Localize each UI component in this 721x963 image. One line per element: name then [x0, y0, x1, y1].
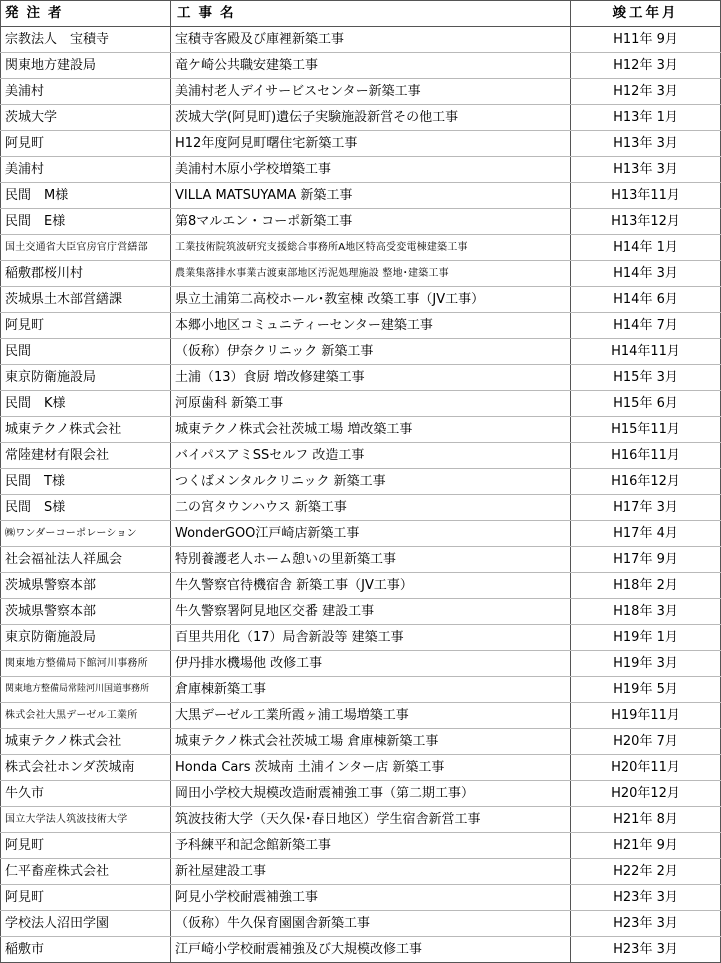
table-row — [1, 313, 721, 339]
cell-completion-date: H15年11月 — [571, 417, 721, 443]
cell-client: 城東テクノ株式会社 — [1, 417, 171, 443]
cell-completion-date: H18年 3月 — [571, 599, 721, 625]
cell-client: 茨城大学 — [1, 105, 171, 131]
cell-completion-date: H23年 3月 — [571, 911, 721, 937]
cell-work-name: 美浦村木原小学校増築工事 — [171, 157, 571, 183]
cell-completion-date: H16年12月 — [571, 469, 721, 495]
cell-work-name: 美浦村老人デイサービスセンター新築工事 — [171, 79, 571, 105]
cell-work-name: つくばメンタルクリニック 新築工事 — [171, 469, 571, 495]
cell-completion-date: H19年 3月 — [571, 651, 721, 677]
cell-work-name: 倉庫棟新築工事 — [171, 677, 571, 703]
cell-completion-date: H17年 4月 — [571, 521, 721, 547]
cell-work-name: 牛久警察官待機宿舎 新築工事（JV工事） — [171, 573, 571, 599]
cell-client: 民間 S様 — [1, 495, 171, 521]
cell-work-name: （仮称）伊奈クリニック 新築工事 — [171, 339, 571, 365]
cell-work-name: 百里共用化（17）局舎新設等 建築工事 — [171, 625, 571, 651]
cell-work-name: 城東テクノ株式会社茨城工場 増改築工事 — [171, 417, 571, 443]
cell-completion-date: H13年 1月 — [571, 105, 721, 131]
cell-work-name: WonderGOO江戸崎店新築工事 — [171, 521, 571, 547]
table-body — [1, 27, 721, 963]
table-row — [1, 937, 721, 963]
cell-completion-date: H19年11月 — [571, 703, 721, 729]
cell-completion-date: H13年11月 — [571, 183, 721, 209]
cell-completion-date: H13年 3月 — [571, 131, 721, 157]
cell-client: 株式会社ホンダ茨城南 — [1, 755, 171, 781]
cell-client: 東京防衛施設局 — [1, 625, 171, 651]
table-row — [1, 79, 721, 105]
cell-completion-date: H13年12月 — [571, 209, 721, 235]
table-row — [1, 209, 721, 235]
cell-work-name: 牛久警察署阿見地区交番 建設工事 — [171, 599, 571, 625]
cell-client: 国土交通省大臣官房官庁営繕部 — [1, 235, 171, 261]
cell-work-name: 新社屋建設工事 — [171, 859, 571, 885]
table-row — [1, 729, 721, 755]
cell-client: 城東テクノ株式会社 — [1, 729, 171, 755]
cell-work-name: 茨城大学(阿見町)遺伝子実験施設新営その他工事 — [171, 105, 571, 131]
table-row — [1, 287, 721, 313]
table-row — [1, 703, 721, 729]
cell-completion-date: H17年 9月 — [571, 547, 721, 573]
cell-client: 民間 — [1, 339, 171, 365]
table-row — [1, 469, 721, 495]
cell-completion-date: H17年 3月 — [571, 495, 721, 521]
cell-client: 国立大学法人筑波技術大学 — [1, 807, 171, 833]
table-row — [1, 27, 721, 53]
cell-completion-date: H13年 3月 — [571, 157, 721, 183]
cell-client: 東京防衛施設局 — [1, 365, 171, 391]
table-row — [1, 885, 721, 911]
cell-work-name: 農業集落排水事業古渡東部地区汚泥処理施設 整地･建築工事 — [171, 261, 571, 287]
table-row — [1, 157, 721, 183]
table-row — [1, 781, 721, 807]
cell-completion-date: H14年 6月 — [571, 287, 721, 313]
cell-work-name: 工業技術院筑波研究支援総合事務所A地区特高受変電棟建築工事 — [171, 235, 571, 261]
table-row — [1, 859, 721, 885]
cell-completion-date: H20年11月 — [571, 755, 721, 781]
table-row — [1, 911, 721, 937]
cell-work-name: 筑波技術大学（天久保･春日地区）学生宿舎新営工事 — [171, 807, 571, 833]
cell-client: 学校法人沼田学園 — [1, 911, 171, 937]
cell-client: 美浦村 — [1, 157, 171, 183]
cell-client: 阿見町 — [1, 885, 171, 911]
cell-completion-date: H19年 1月 — [571, 625, 721, 651]
cell-client: ㈱ワンダーコーポレーション — [1, 521, 171, 547]
table-row — [1, 573, 721, 599]
cell-work-name: 予科練平和記念館新築工事 — [171, 833, 571, 859]
cell-work-name: 阿見小学校耐震補強工事 — [171, 885, 571, 911]
cell-client: 阿見町 — [1, 313, 171, 339]
cell-completion-date: H14年11月 — [571, 339, 721, 365]
cell-completion-date: H15年 6月 — [571, 391, 721, 417]
table-row — [1, 391, 721, 417]
table-row — [1, 365, 721, 391]
cell-work-name: バイパスアミSSセルフ 改造工事 — [171, 443, 571, 469]
cell-completion-date: H14年 1月 — [571, 235, 721, 261]
cell-work-name: 第8マルエン・コーポ新築工事 — [171, 209, 571, 235]
table-row — [1, 235, 721, 261]
cell-completion-date: H14年 3月 — [571, 261, 721, 287]
table-row — [1, 833, 721, 859]
cell-work-name: 伊丹排水機場他 改修工事 — [171, 651, 571, 677]
table-row — [1, 495, 721, 521]
cell-client: 茨城県警察本部 — [1, 573, 171, 599]
cell-completion-date: H23年 3月 — [571, 885, 721, 911]
cell-client: 民間 M様 — [1, 183, 171, 209]
cell-work-name: VILLA MATSUYAMA 新築工事 — [171, 183, 571, 209]
column-header-client: 発注者 — [1, 1, 171, 27]
cell-client: 常陸建材有限会社 — [1, 443, 171, 469]
cell-client: 稲敷市 — [1, 937, 171, 963]
table-row — [1, 521, 721, 547]
cell-work-name: 特別養護老人ホーム憩いの里新築工事 — [171, 547, 571, 573]
cell-completion-date: H16年11月 — [571, 443, 721, 469]
cell-work-name: 土浦（13）食厨 増改修建築工事 — [171, 365, 571, 391]
table-row — [1, 339, 721, 365]
cell-work-name: （仮称）牛久保育園園舎新築工事 — [171, 911, 571, 937]
table-row — [1, 755, 721, 781]
cell-work-name: 城東テクノ株式会社茨城工場 倉庫棟新築工事 — [171, 729, 571, 755]
cell-client: 関東地方整備局下館河川事務所 — [1, 651, 171, 677]
cell-client: 関東地方建設局 — [1, 53, 171, 79]
cell-completion-date: H14年 7月 — [571, 313, 721, 339]
cell-client: 宗教法人 宝積寺 — [1, 27, 171, 53]
table-row — [1, 625, 721, 651]
cell-client: 民間 K様 — [1, 391, 171, 417]
cell-client: 民間 T様 — [1, 469, 171, 495]
cell-client: 仁平畜産株式会社 — [1, 859, 171, 885]
cell-work-name: 竜ケ崎公共職安建築工事 — [171, 53, 571, 79]
column-header-work-name: 工事名 — [171, 1, 571, 27]
cell-client: 民間 E様 — [1, 209, 171, 235]
cell-work-name: H12年度阿見町曙住宅新築工事 — [171, 131, 571, 157]
table-row — [1, 547, 721, 573]
cell-work-name: 本郷小地区コミュニティーセンター建築工事 — [171, 313, 571, 339]
cell-work-name: 江戸崎小学校耐震補強及び大規模改修工事 — [171, 937, 571, 963]
table-row — [1, 807, 721, 833]
cell-client: 関東地方整備局常陸河川国道事務所 — [1, 677, 171, 703]
cell-client: 牛久市 — [1, 781, 171, 807]
cell-client: 社会福祉法人祥風会 — [1, 547, 171, 573]
cell-work-name: 二の宮タウンハウス 新築工事 — [171, 495, 571, 521]
table-row — [1, 105, 721, 131]
cell-work-name: 大黒デーゼル工業所霞ヶ浦工場増築工事 — [171, 703, 571, 729]
table-row — [1, 53, 721, 79]
cell-client: 茨城県土木部営繕課 — [1, 287, 171, 313]
table-row — [1, 131, 721, 157]
cell-client: 株式会社大黒デーゼル工業所 — [1, 703, 171, 729]
cell-completion-date: H22年 2月 — [571, 859, 721, 885]
table-row — [1, 261, 721, 287]
cell-completion-date: H20年 7月 — [571, 729, 721, 755]
cell-client: 茨城県警察本部 — [1, 599, 171, 625]
cell-completion-date: H11年 9月 — [571, 27, 721, 53]
cell-completion-date: H21年 8月 — [571, 807, 721, 833]
cell-client: 阿見町 — [1, 131, 171, 157]
cell-client: 稲敷郡桜川村 — [1, 261, 171, 287]
cell-completion-date: H12年 3月 — [571, 53, 721, 79]
cell-completion-date: H21年 9月 — [571, 833, 721, 859]
column-header-completion: 竣工年月 — [571, 1, 721, 27]
table-row — [1, 443, 721, 469]
cell-work-name: 河原歯科 新築工事 — [171, 391, 571, 417]
cell-completion-date: H15年 3月 — [571, 365, 721, 391]
cell-work-name: 岡田小学校大規模改造耐震補強工事（第二期工事） — [171, 781, 571, 807]
table-header-row — [1, 1, 721, 27]
cell-work-name: 宝積寺客殿及び庫裡新築工事 — [171, 27, 571, 53]
table-row — [1, 599, 721, 625]
table-row — [1, 417, 721, 443]
table-row — [1, 677, 721, 703]
cell-work-name: 県立土浦第二高校ホール･教室棟 改築工事（JV工事） — [171, 287, 571, 313]
cell-completion-date: H12年 3月 — [571, 79, 721, 105]
cell-completion-date: H19年 5月 — [571, 677, 721, 703]
cell-completion-date: H20年12月 — [571, 781, 721, 807]
cell-client: 美浦村 — [1, 79, 171, 105]
table-row — [1, 183, 721, 209]
table-row — [1, 651, 721, 677]
cell-completion-date: H18年 2月 — [571, 573, 721, 599]
cell-completion-date: H23年 3月 — [571, 937, 721, 963]
cell-work-name: Honda Cars 茨城南 土浦インター店 新築工事 — [171, 755, 571, 781]
cell-client: 阿見町 — [1, 833, 171, 859]
